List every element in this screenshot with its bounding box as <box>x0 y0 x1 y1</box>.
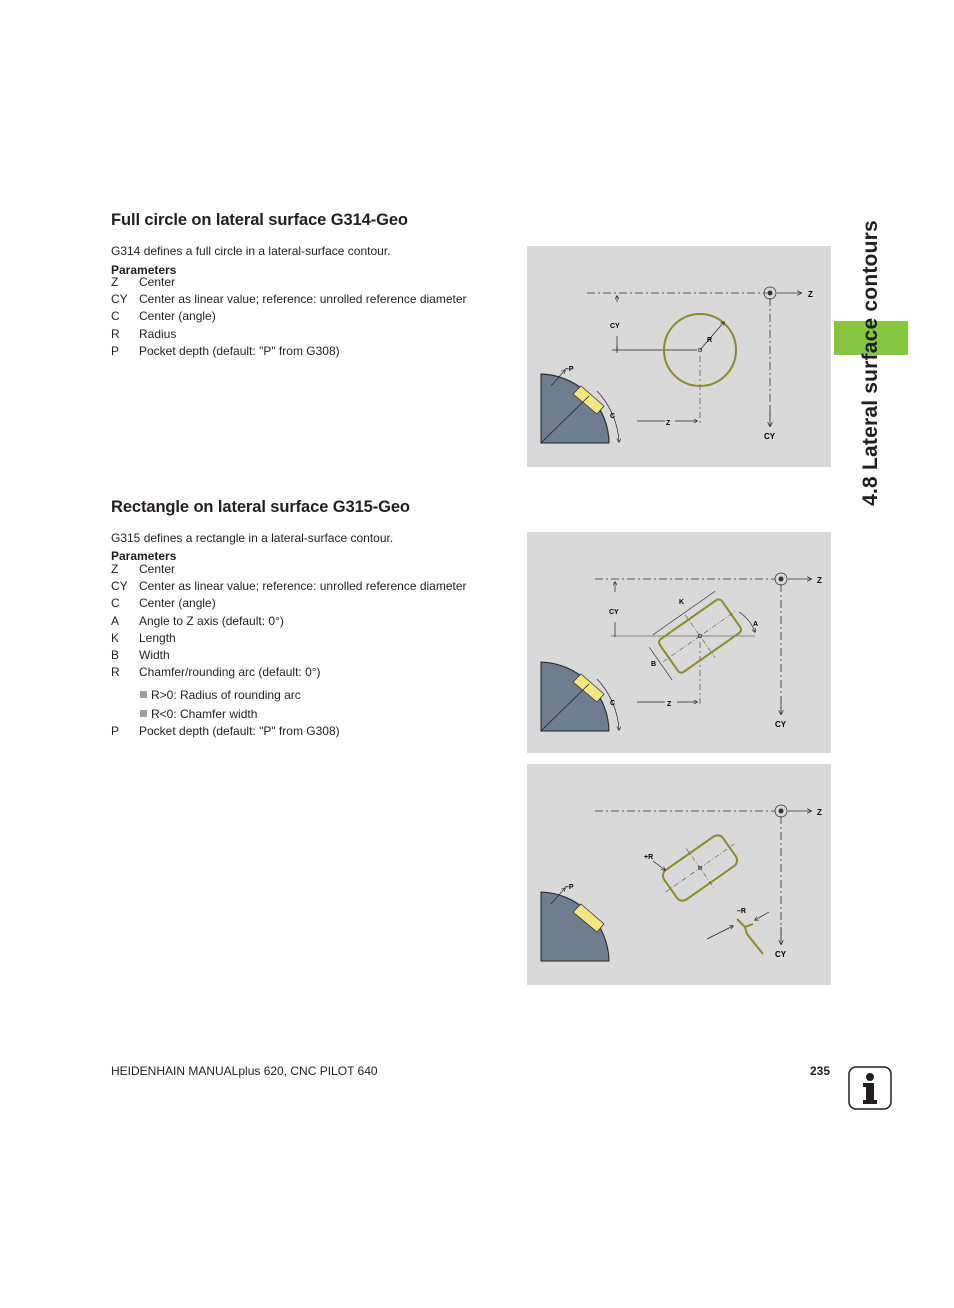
parameter-desc: Center (angle) <box>139 596 216 611</box>
fig3-minus-r-label: –R <box>737 908 746 915</box>
fig1-cy-dim: CY <box>610 323 620 330</box>
fig1-c-label: C <box>610 413 616 420</box>
fig2-axis-z: Z <box>817 576 822 585</box>
footer-text: HEIDENHAIN MANUALplus 620, CNC PILOT 640 <box>111 1064 378 1078</box>
fig1-p-label: –P <box>565 366 574 373</box>
fig2-k-label: K <box>679 599 685 606</box>
parameter-key: Z <box>111 275 119 289</box>
info-icon <box>848 1066 892 1110</box>
parameters-label: Parameters <box>111 549 177 563</box>
bullet-square-icon <box>140 691 147 698</box>
parameter-key: CY <box>111 579 128 594</box>
fig2-c-label: C <box>610 700 616 707</box>
chapter-tab <box>834 203 908 523</box>
bullet-text: R<0: Chamfer width <box>151 707 258 721</box>
chapter-tab-title: 4.8 Lateral surface contours <box>859 220 882 506</box>
fig2-b-label: B <box>651 661 657 668</box>
parameter-key: P <box>111 724 120 738</box>
section-intro-g315: G315 defines a rectangle in a lateral-surface contour. <box>111 531 394 545</box>
fig2-cy-dim: CY <box>609 609 619 616</box>
parameter-desc: Angle to Z axis (default: 0°) <box>139 613 284 628</box>
fig3-axis-cy: CY <box>775 950 787 959</box>
bullet-item <box>140 706 257 723</box>
fig2-a-label: A <box>753 621 759 628</box>
parameter-desc: Center <box>139 275 176 289</box>
parameter-key: R <box>111 665 120 680</box>
fig1-z-dim: Z <box>666 420 671 427</box>
parameter-key: Z <box>111 562 119 576</box>
parameter-desc: Pocket depth (default: "P" from G308) <box>139 724 340 738</box>
page-number: 235 <box>809 1064 830 1078</box>
fig2-axis-cy: CY <box>775 720 787 729</box>
bullet-square-icon <box>140 710 147 717</box>
fig1-axis-cy: CY <box>764 432 776 441</box>
parameter-key: C <box>111 309 120 324</box>
parameter-desc: Width <box>139 648 170 662</box>
parameter-desc: Center (angle) <box>139 309 216 324</box>
parameters-label: Parameters <box>111 263 177 277</box>
fig3-p-label: –P <box>565 884 574 891</box>
fig3-plus-r-label: +R <box>644 854 654 861</box>
parameter-key: R <box>111 326 120 341</box>
bullet-text: R>0: Radius of rounding arc <box>151 688 301 702</box>
parameter-key: C <box>111 596 120 611</box>
parameter-desc: Length <box>139 630 176 645</box>
parameter-desc: Chamfer/rounding arc (default: 0°) <box>139 665 321 680</box>
bullet-item <box>140 687 301 704</box>
section-title-g314: Full circle on lateral surface G314-Geo <box>111 211 408 229</box>
parameter-desc: Center as linear value; reference: unrolled reference diameter <box>139 579 467 594</box>
section-intro-g314: G314 defines a full circle in a lateral-surface contour. <box>111 244 391 258</box>
section-title-g315: Rectangle on lateral surface G315-Geo <box>111 498 410 516</box>
fig3-axis-z: Z <box>817 808 822 817</box>
fig2-z-dim: Z <box>667 701 672 708</box>
parameter-desc: Pocket depth (default: "P" from G308) <box>139 343 340 358</box>
fig1-axis-z: Z <box>808 290 813 299</box>
parameter-key: B <box>111 648 120 662</box>
fig1-r-label: R <box>707 337 713 344</box>
parameter-desc: Center <box>139 562 176 576</box>
parameter-key: A <box>111 613 120 628</box>
parameter-desc: Center as linear value; reference: unrolled reference diameter <box>139 292 467 307</box>
figure-full-circle <box>527 246 831 467</box>
figure-rounding-chamfer <box>527 764 831 985</box>
parameter-key: P <box>111 343 120 358</box>
parameter-desc: Radius <box>139 326 177 341</box>
figure-rectangle <box>527 532 831 753</box>
parameter-key: K <box>111 630 120 645</box>
parameter-key: CY <box>111 292 128 307</box>
